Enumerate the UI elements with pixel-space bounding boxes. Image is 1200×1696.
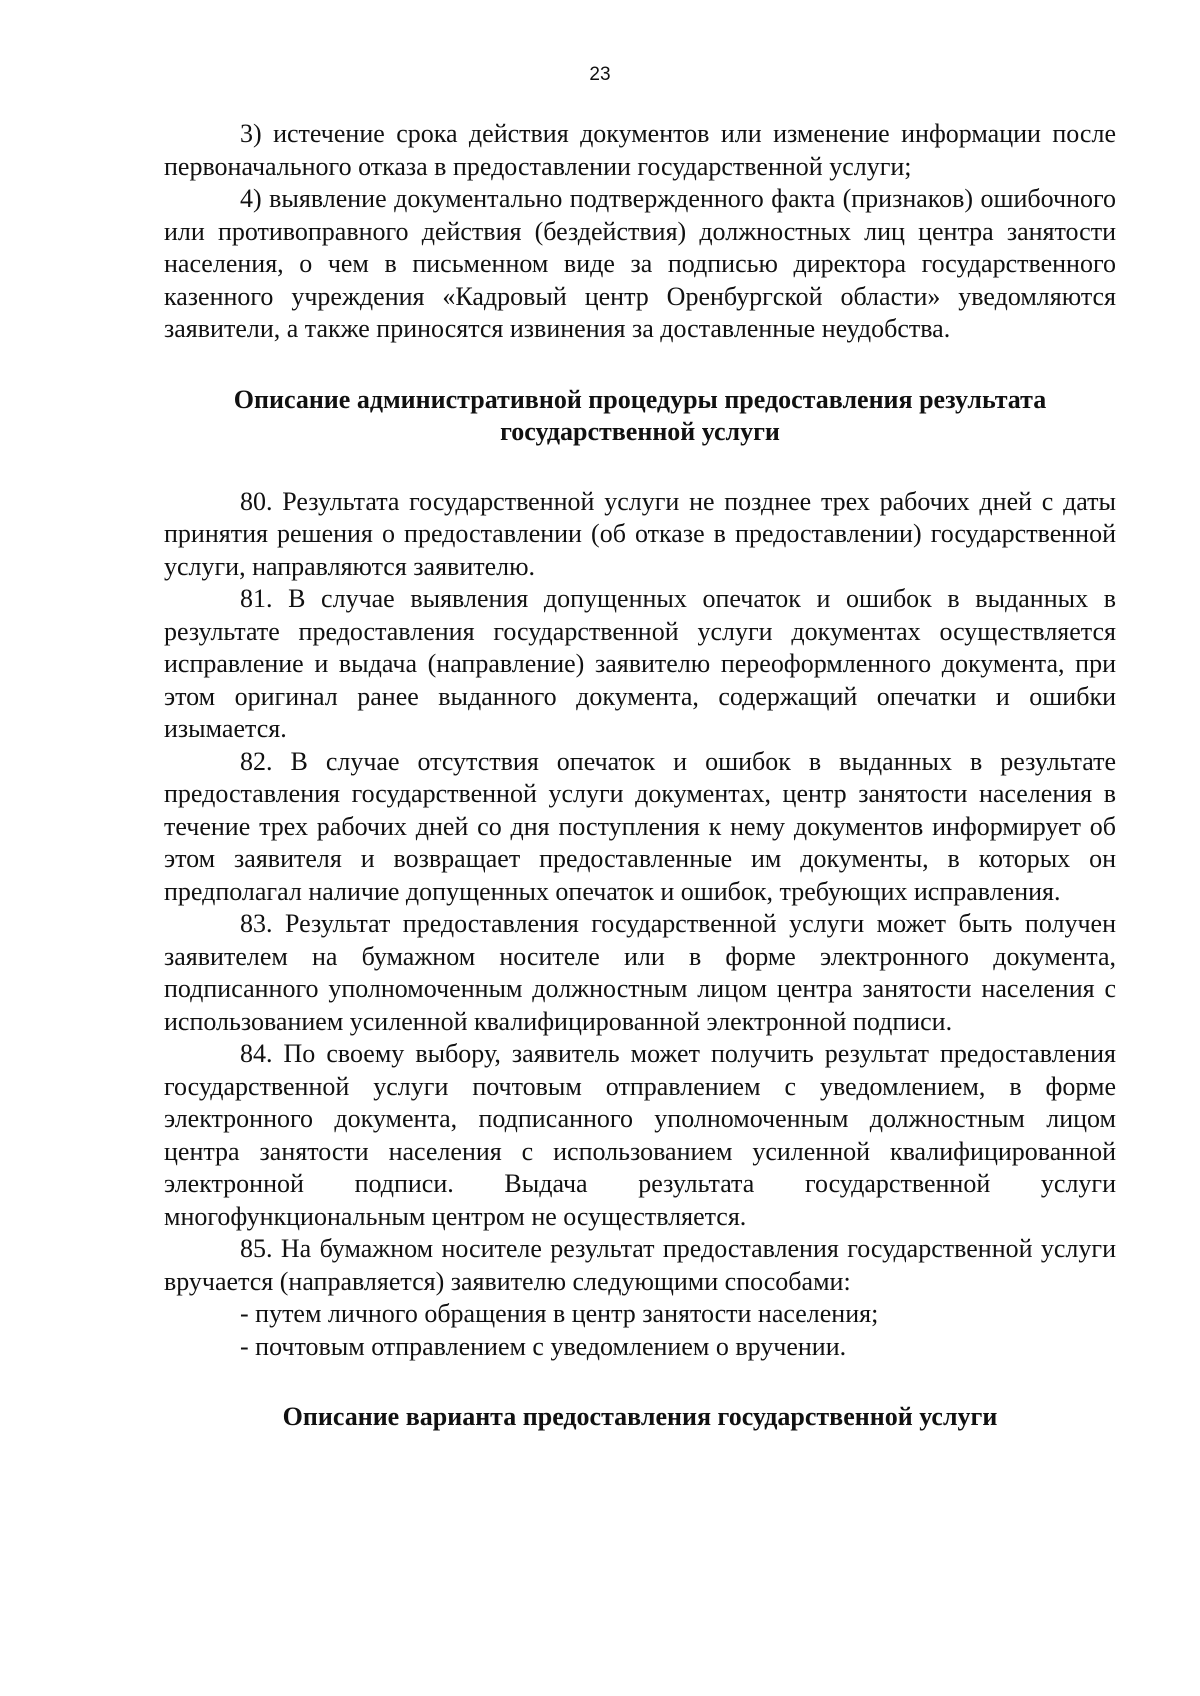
- paragraph-82: 82. В случае отсутствия опечаток и ошибок в выданных в результате предоставления государственной услуги документах, центр занятости населения в течение трех рабочих дней со дня поступления к нему документов информирует об этом заявителя и возвращает предоставленные им документы, в которых он предполагал наличие допущенных опечаток и ошибок, требующих исправления.: [164, 746, 1116, 906]
- section-heading-variant: Описание варианта предоставления государственной услуги: [282, 1402, 998, 1431]
- paragraph-85: 85. На бумажном носителе результат предоставления государственной услуги вручается (направляется) заявителю следующими способами:: [164, 1234, 1116, 1296]
- paragraph-84: 84. По своему выбору, заявитель может получить результат предоставления государственной услуги почтовым отправлением с уведомлением, в форме электронного документа, подписанного уполномоченным должностным лицом центра занятости населения с использованием усиленной квалифицированной электронной подписи. Выдача результата государственной услуги многофункциональным центром не осуществляется.: [164, 1039, 1116, 1231]
- list-item-personal-visit: - путем личного обращения в центр занятости населения;: [240, 1299, 879, 1328]
- paragraph-item-3: 3) истечение срока действия документов или изменение информации после первоначального отказа в предоставлении государственной услуги;: [164, 119, 1116, 181]
- page-number: 23: [589, 64, 611, 85]
- paragraph-item-4: 4) выявление документально подтвержденного факта (признаков) ошибочного или противоправного действия (бездействия) должностных лиц центра занятости населения, о чем в письменном виде за подписью директора государственного казенного учреждения «Кадровый центр Оренбургской области» уведомляются заявители, а также приносятся извинения за доставленные неудобства.: [164, 184, 1116, 343]
- paragraph-83: 83. Результат предоставления государственной услуги может быть получен заявителем на бумажном носителе или в форме электронного документа, подписанного уполномоченным должностным лицом центра занятости населения с использованием усиленной квалифицированной электронной подписи.: [164, 909, 1116, 1036]
- document-body: [164, 118, 1116, 1434]
- section-heading-result: Описание административной процедуры предоставления результата государственной услуги: [233, 384, 1047, 446]
- list-item-postal-delivery: - почтовым отправлением с уведомлением о вручении.: [240, 1331, 847, 1361]
- paragraph-80: 80. Результата государственной услуги не позднее трех рабочих дней с даты принятия решения о предоставлении (об отказе в предоставлении) государственной услуги, направляются заявителю.: [164, 486, 1116, 581]
- paragraph-81: 81. В случае выявления допущенных опечаток и ошибок в выданных в результате предоставления государственной услуги документах осуществляется исправление и выдача (направление) заявителю переоформленного документа, при этом оригинал ранее выданного документа, содержащий опечатки и ошибки изымается.: [164, 584, 1116, 743]
